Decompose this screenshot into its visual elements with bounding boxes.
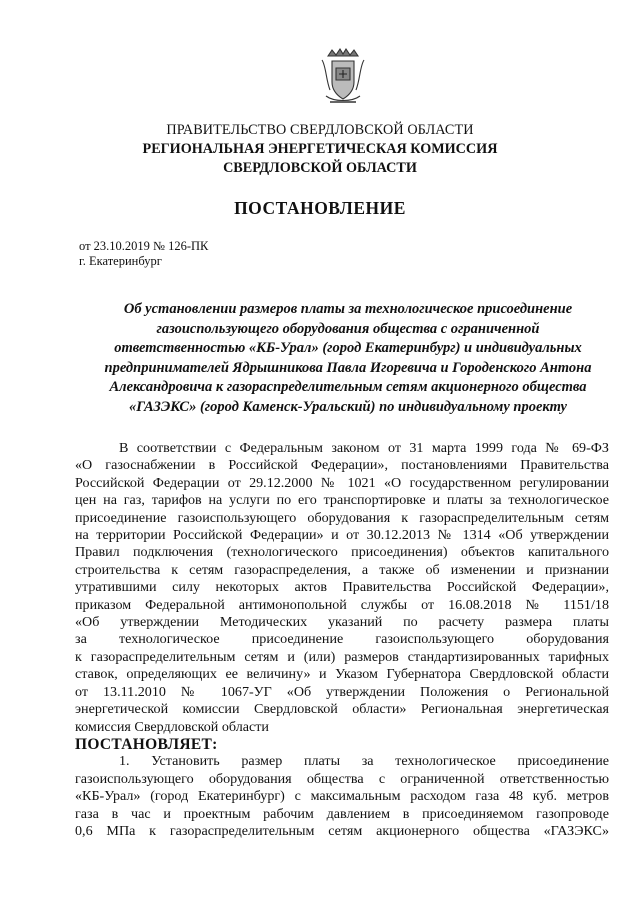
preamble-line: цен на газ, тарифов на услуги по его транспортировке и платы за технологическое — [75, 492, 609, 509]
preamble-line: «Об утверждении Методических указаний по расчету размера платы — [75, 614, 609, 631]
preamble-line: ставок, определяющих ее величину» и Указом Губернатора Свердловской области — [75, 666, 609, 683]
subject-line: газоиспользующего оборудования общества с ограниченной — [156, 320, 540, 337]
document-body — [75, 440, 609, 840]
preamble-line: энергетической комиссии Свердловской области» Региональная энергетическая — [75, 701, 609, 718]
preamble-line: комиссия Свердловской области — [75, 718, 269, 735]
preamble-line: от 13.11.2010 № 1067-УГ «Об утверждении Положения о Региональной — [75, 683, 609, 700]
preamble-line: к газораспределительным сетям и (или) размеров стандартизированных тарифных — [75, 648, 609, 665]
region-name: СВЕРДЛОВСКОЙ ОБЛАСТИ — [223, 160, 417, 176]
document-subject — [90, 300, 606, 417]
subject-line: Александровича к газораспределительным сетям акционерного общества — [109, 379, 587, 395]
government-name: ПРАВИТЕЛЬСТВО СВЕРДЛОВСКОЙ ОБЛАСТИ — [166, 122, 474, 138]
document-type-title: ПОСТАНОВЛЕНИЕ — [234, 198, 406, 218]
item-line: 1. Установить размер платы за технологическое присоединение — [119, 753, 609, 770]
preamble-line: Российской Федерации от 29.12.2000 № 1021 «О государственном регулировании — [75, 474, 609, 491]
preamble-line: за технологическое присоединение газоиспользующего оборудования — [75, 631, 609, 648]
preamble-line: Правил подключения (технологического присоединения) объектов капитального — [75, 544, 609, 561]
city: г. Екатеринбург — [79, 254, 162, 268]
subject-line: предпринимателей Ядрышникова Павла Игоревича и Городенского Антона — [104, 359, 592, 376]
item-line: 0,6 МПа к газораспределительным сетям акционерного общества «ГАЗЭКС» — [75, 822, 609, 839]
preamble-line: «О газоснабжении в Российской Федерации», постановлениями Правительства — [75, 457, 609, 474]
item-line: газа в час и проектным рабочим давлением в присоединяемом газопроводе — [75, 805, 609, 822]
subject-line: «ГАЗЭКС» (город Каменск-Уральский) по индивидуальному проекту — [129, 398, 567, 415]
item-line: газоиспользующего оборудования общества с ограниченной ответственностью — [75, 770, 609, 787]
preamble-line: строительства к сетям газораспределения, а также об изменении и признании — [75, 561, 609, 578]
preamble-line: утратившими силу некоторых актов Правительства Российской Федерации», — [75, 579, 609, 596]
coat-of-arms-icon — [318, 46, 368, 108]
item-line: «КБ-Урал» (город Екатеринбург) с максимальным расходом газа 48 куб. метров — [75, 788, 609, 805]
date-number: от 23.10.2019 № 126-ПК — [79, 239, 209, 253]
decree-word: ПОСТАНОВЛЯЕТ: — [75, 735, 218, 753]
subject-line: ответственностью «КБ-Урал» (город Екатеринбург) и индивидуальных — [114, 340, 582, 356]
preamble-line: В соответствии с Федеральным законом от 31 марта 1999 года № 69-ФЗ — [119, 440, 609, 456]
preamble-line: на территории Российской Федерации» и от 30.12.2013 № 1314 «Об утверждении — [75, 527, 609, 544]
preamble-line: присоединение газоиспользующего оборудования к газораспределительным сетям — [75, 509, 609, 526]
preamble-line: приказом Федеральной антимонопольной службы от 16.08.2018 № 1151/18 — [75, 596, 609, 613]
commission-name: РЕГИОНАЛЬНАЯ ЭНЕРГЕТИЧЕСКАЯ КОМИССИЯ — [142, 141, 498, 157]
subject-line: Об установлении размеров платы за технологическое присоединение — [123, 301, 573, 317]
